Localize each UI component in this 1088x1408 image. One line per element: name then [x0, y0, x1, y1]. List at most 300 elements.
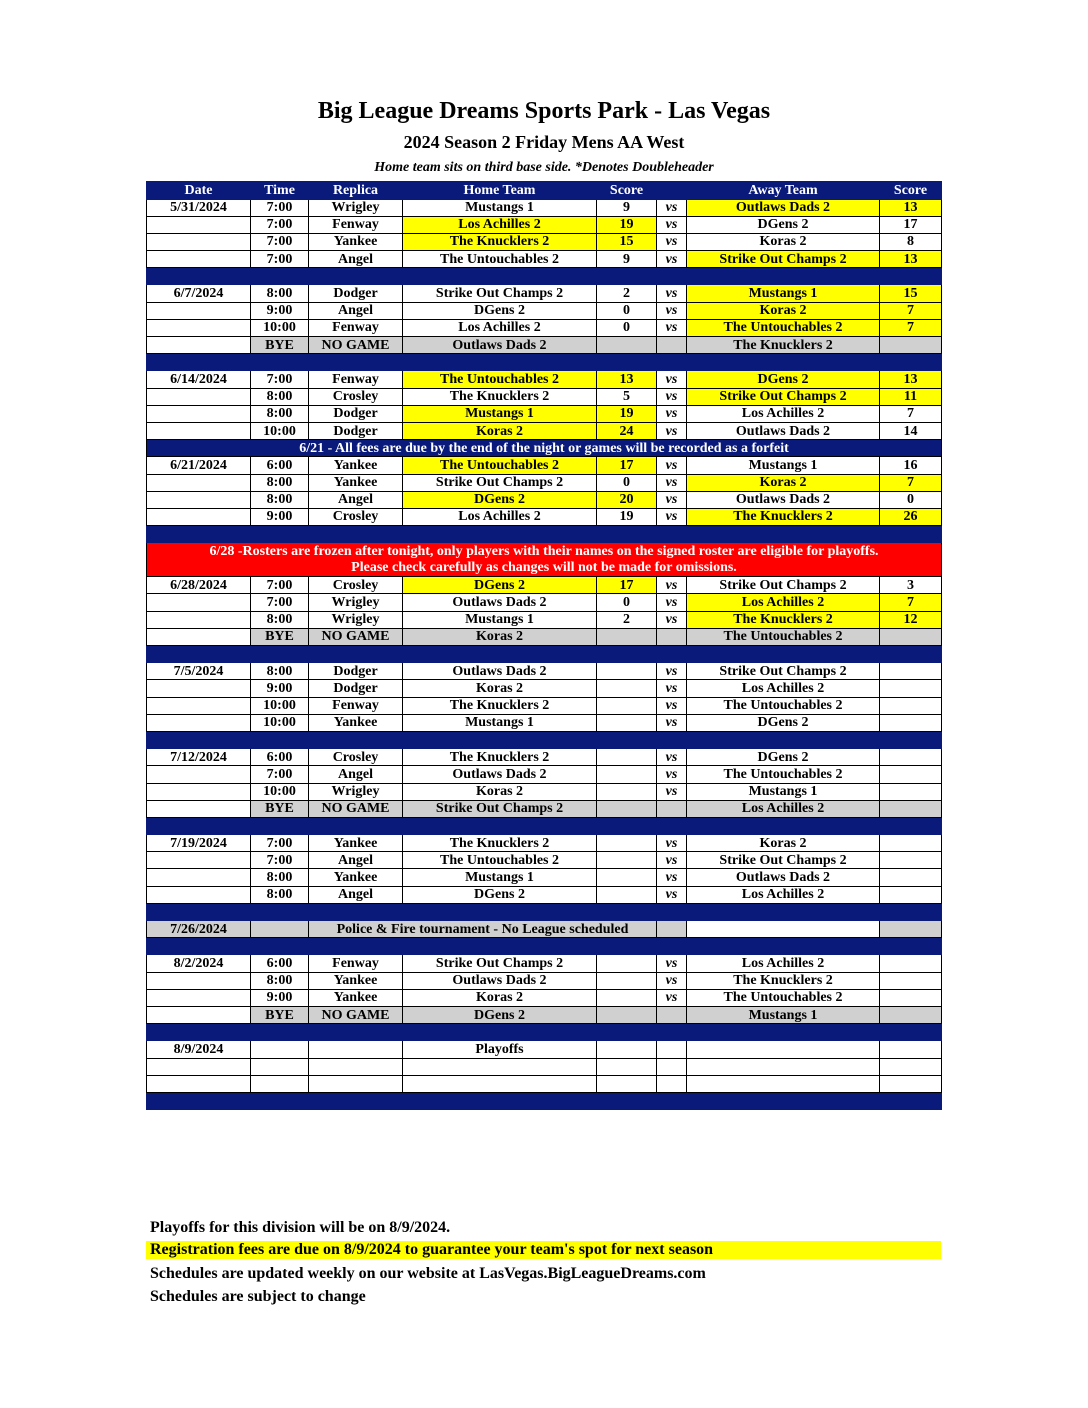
game-time: 8:00 — [251, 869, 309, 886]
away-team: The Knucklers 2 — [687, 508, 880, 525]
field-replica: Yankee — [309, 989, 403, 1006]
game-date — [147, 680, 251, 697]
away-team: Los Achilles 2 — [687, 955, 880, 972]
game-row — [147, 680, 942, 697]
home-score: 2 — [597, 611, 657, 628]
no-game-label: NO GAME — [309, 1006, 403, 1023]
separator-cell — [687, 526, 880, 543]
away-team: Los Achilles 2 — [687, 405, 880, 422]
game-time: 7:00 — [251, 216, 309, 233]
tournament-row — [147, 921, 942, 938]
game-date — [147, 388, 251, 405]
separator-cell — [880, 354, 942, 371]
home-team: The Untouchables 2 — [403, 371, 597, 388]
home-team: Strike Out Champs 2 — [403, 474, 597, 491]
away-team: DGens 2 — [687, 371, 880, 388]
game-date — [147, 337, 251, 354]
footer-playoffs-note: Playoffs for this division will be on 8/9/2024. — [150, 1219, 451, 1236]
fee-notice: 6/21 - All fees are due by the end of the night or games will be recorded as a forfeit — [147, 440, 942, 457]
away-score: 7 — [880, 405, 942, 422]
away-score — [880, 697, 942, 714]
separator-cell — [403, 938, 597, 955]
field-replica: Crosley — [309, 388, 403, 405]
game-row — [147, 199, 942, 216]
away-team: Strike Out Champs 2 — [687, 663, 880, 680]
away-team: The Knucklers 2 — [687, 611, 880, 628]
vs-label: vs — [657, 422, 687, 439]
field-replica: Yankee — [309, 972, 403, 989]
separator-cell — [309, 938, 403, 955]
separator-cell — [147, 354, 251, 371]
game-date: 5/31/2024 — [147, 199, 251, 216]
home-score: 17 — [597, 457, 657, 474]
game-date: 8/2/2024 — [147, 955, 251, 972]
home-team: Outlaws Dads 2 — [403, 663, 597, 680]
empty-cell — [687, 1041, 880, 1058]
separator-cell — [147, 1024, 251, 1041]
game-row — [147, 371, 942, 388]
schedule-table — [146, 181, 942, 1110]
field-replica: Crosley — [309, 508, 403, 525]
separator-cell — [403, 731, 597, 748]
game-time: 6:00 — [251, 457, 309, 474]
empty-cell — [880, 800, 942, 817]
empty-cell — [251, 921, 309, 938]
separator-cell — [251, 1024, 309, 1041]
separator-cell — [251, 526, 309, 543]
page-title: Big League Dreams Sports Park - Las Vegas — [317, 98, 771, 124]
home-team: Outlaws Dads 2 — [403, 766, 597, 783]
game-row — [147, 577, 942, 594]
week-separator — [147, 646, 942, 663]
bye-away-team: Mustangs 1 — [687, 1006, 880, 1023]
vs-label: vs — [657, 783, 687, 800]
field-replica: Yankee — [309, 474, 403, 491]
vs-label: vs — [657, 852, 687, 869]
field-replica: Dodger — [309, 422, 403, 439]
bye-row — [147, 337, 942, 354]
empty-cell — [880, 337, 942, 354]
bye-row — [147, 628, 942, 645]
footer-registration-note: Registration fees are due on 8/9/2024 to guarantee your team's spot for next season — [146, 1241, 941, 1259]
game-row — [147, 852, 942, 869]
roster-notice-row — [147, 543, 942, 577]
game-time: 10:00 — [251, 714, 309, 731]
game-time: 7:00 — [251, 594, 309, 611]
bye-label: BYE — [251, 800, 309, 817]
home-score: 19 — [597, 508, 657, 525]
home-team: Los Achilles 2 — [403, 319, 597, 336]
game-time: 10:00 — [251, 319, 309, 336]
empty-cell — [597, 1075, 657, 1092]
game-row — [147, 405, 942, 422]
separator-cell — [403, 1024, 597, 1041]
away-score: 14 — [880, 422, 942, 439]
game-row — [147, 216, 942, 233]
away-score — [880, 835, 942, 852]
home-score: 5 — [597, 388, 657, 405]
separator-cell — [147, 526, 251, 543]
separator-cell — [251, 354, 309, 371]
separator-cell — [251, 268, 309, 285]
vs-label: vs — [657, 371, 687, 388]
away-score: 12 — [880, 611, 942, 628]
separator-cell — [597, 1092, 657, 1109]
away-team: The Knucklers 2 — [687, 972, 880, 989]
game-row — [147, 491, 942, 508]
col-date: Date — [147, 182, 251, 200]
home-score — [597, 663, 657, 680]
empty-cell — [880, 921, 942, 938]
away-score — [880, 852, 942, 869]
game-row — [147, 869, 942, 886]
roster-notice — [147, 543, 942, 577]
game-time: 6:00 — [251, 749, 309, 766]
home-score — [597, 972, 657, 989]
home-score — [597, 835, 657, 852]
game-time: 9:00 — [251, 508, 309, 525]
game-row — [147, 594, 942, 611]
vs-label: vs — [657, 680, 687, 697]
separator-cell — [309, 268, 403, 285]
away-score: 8 — [880, 233, 942, 250]
field-replica: Yankee — [309, 869, 403, 886]
home-team: The Untouchables 2 — [403, 852, 597, 869]
game-time: 7:00 — [251, 766, 309, 783]
away-score: 11 — [880, 388, 942, 405]
game-row — [147, 697, 942, 714]
vs-label: vs — [657, 199, 687, 216]
home-score: 13 — [597, 371, 657, 388]
separator-cell — [597, 268, 657, 285]
field-replica: Fenway — [309, 371, 403, 388]
away-score — [880, 886, 942, 903]
field-replica: Yankee — [309, 835, 403, 852]
home-score: 9 — [597, 199, 657, 216]
away-team: Mustangs 1 — [687, 457, 880, 474]
bye-home-team: Outlaws Dads 2 — [403, 337, 597, 354]
separator-cell — [880, 1092, 942, 1109]
vs-label: vs — [657, 216, 687, 233]
game-date — [147, 783, 251, 800]
empty-cell — [880, 1075, 942, 1092]
separator-cell — [309, 526, 403, 543]
separator-cell — [687, 268, 880, 285]
column-header-row — [147, 182, 942, 200]
separator-cell — [597, 938, 657, 955]
roster-notice-line: 6/28 -Rosters are frozen after tonight, only players with their names on the signed roster are eligible for playoffs. — [209, 543, 879, 559]
field-replica: Yankee — [309, 714, 403, 731]
separator-cell — [687, 354, 880, 371]
away-score: 3 — [880, 577, 942, 594]
separator-cell — [880, 903, 942, 920]
home-score: 17 — [597, 577, 657, 594]
away-score: 13 — [880, 371, 942, 388]
col-away-score: Score — [880, 182, 942, 200]
col-time: Time — [251, 182, 309, 200]
away-team: The Untouchables 2 — [687, 319, 880, 336]
separator-cell — [880, 938, 942, 955]
home-team: The Knucklers 2 — [403, 749, 597, 766]
col-replica: Replica — [309, 182, 403, 200]
page-note: Home team sits on third base side. *Denotes Doubleheader — [374, 160, 714, 175]
game-date — [147, 1006, 251, 1023]
empty-cell — [880, 1041, 942, 1058]
separator-cell — [403, 646, 597, 663]
week-separator — [147, 731, 942, 748]
game-time: 6:00 — [251, 955, 309, 972]
game-row — [147, 835, 942, 852]
game-time: 10:00 — [251, 422, 309, 439]
separator-cell — [657, 1024, 687, 1041]
vs-label: vs — [657, 697, 687, 714]
field-replica: Angel — [309, 766, 403, 783]
separator-cell — [147, 731, 251, 748]
home-score: 9 — [597, 251, 657, 268]
empty-cell — [147, 1058, 251, 1075]
separator-cell — [309, 731, 403, 748]
home-team: Los Achilles 2 — [403, 216, 597, 233]
game-row — [147, 457, 942, 474]
vs-label: vs — [657, 835, 687, 852]
field-replica: Dodger — [309, 285, 403, 302]
fee-notice-row — [147, 440, 942, 457]
week-separator — [147, 354, 942, 371]
home-score: 2 — [597, 285, 657, 302]
field-replica: Fenway — [309, 955, 403, 972]
vs-label: vs — [657, 457, 687, 474]
game-time: 8:00 — [251, 491, 309, 508]
game-row — [147, 663, 942, 680]
game-date — [147, 302, 251, 319]
separator-cell — [657, 526, 687, 543]
separator-cell — [251, 903, 309, 920]
empty-cell — [597, 1058, 657, 1075]
game-time: 8:00 — [251, 972, 309, 989]
home-score — [597, 680, 657, 697]
separator-cell — [147, 903, 251, 920]
game-date — [147, 800, 251, 817]
game-row — [147, 251, 942, 268]
separator-cell — [597, 817, 657, 834]
game-time: 9:00 — [251, 302, 309, 319]
away-team: Strike Out Champs 2 — [687, 577, 880, 594]
home-team: The Untouchables 2 — [403, 251, 597, 268]
empty-cell — [597, 1041, 657, 1058]
away-team: Strike Out Champs 2 — [687, 852, 880, 869]
game-date — [147, 766, 251, 783]
away-score: 13 — [880, 251, 942, 268]
game-date — [147, 422, 251, 439]
empty-cell — [657, 628, 687, 645]
empty-cell — [657, 1075, 687, 1092]
empty-cell — [880, 1058, 942, 1075]
away-team: Outlaws Dads 2 — [687, 869, 880, 886]
game-row — [147, 886, 942, 903]
vs-label: vs — [657, 766, 687, 783]
bye-home-team: Koras 2 — [403, 628, 597, 645]
home-team: DGens 2 — [403, 302, 597, 319]
game-time: 9:00 — [251, 989, 309, 1006]
away-score: 7 — [880, 474, 942, 491]
col-vs — [657, 182, 687, 200]
separator-cell — [687, 817, 880, 834]
separator-cell — [309, 354, 403, 371]
empty-cell — [597, 1006, 657, 1023]
home-score: 0 — [597, 302, 657, 319]
separator-cell — [403, 526, 597, 543]
separator-cell — [251, 938, 309, 955]
home-score — [597, 749, 657, 766]
separator-cell — [880, 646, 942, 663]
no-game-label: NO GAME — [309, 337, 403, 354]
separator-cell — [657, 1092, 687, 1109]
game-date — [147, 251, 251, 268]
home-score — [597, 886, 657, 903]
game-row — [147, 233, 942, 250]
separator-cell — [309, 817, 403, 834]
separator-cell — [657, 903, 687, 920]
week-separator — [147, 1024, 942, 1041]
game-date — [147, 319, 251, 336]
week-separator — [147, 268, 942, 285]
away-score — [880, 714, 942, 731]
game-date: 7/19/2024 — [147, 835, 251, 852]
home-score: 0 — [597, 319, 657, 336]
separator-cell — [880, 526, 942, 543]
bye-label: BYE — [251, 337, 309, 354]
game-time: 7:00 — [251, 199, 309, 216]
empty-row — [147, 1058, 942, 1075]
empty-cell — [251, 1041, 309, 1058]
col-home-score: Score — [597, 182, 657, 200]
bye-away-team: The Knucklers 2 — [687, 337, 880, 354]
separator-cell — [251, 731, 309, 748]
empty-cell — [597, 628, 657, 645]
home-score — [597, 869, 657, 886]
empty-cell — [687, 1058, 880, 1075]
home-team: Outlaws Dads 2 — [403, 972, 597, 989]
home-team: Koras 2 — [403, 783, 597, 800]
empty-row — [147, 1075, 942, 1092]
field-replica: Fenway — [309, 319, 403, 336]
home-team: Outlaws Dads 2 — [403, 594, 597, 611]
home-team: The Knucklers 2 — [403, 697, 597, 714]
separator-cell — [597, 526, 657, 543]
away-score: 15 — [880, 285, 942, 302]
vs-label: vs — [657, 405, 687, 422]
game-date — [147, 594, 251, 611]
separator-cell — [687, 646, 880, 663]
game-date: 6/7/2024 — [147, 285, 251, 302]
away-team: The Untouchables 2 — [687, 766, 880, 783]
separator-cell — [597, 903, 657, 920]
vs-label: vs — [657, 714, 687, 731]
home-score: 24 — [597, 422, 657, 439]
away-team: DGens 2 — [687, 714, 880, 731]
separator-cell — [403, 268, 597, 285]
home-team: The Knucklers 2 — [403, 233, 597, 250]
home-team: The Untouchables 2 — [403, 457, 597, 474]
home-score: 0 — [597, 594, 657, 611]
game-row — [147, 388, 942, 405]
away-team: Outlaws Dads 2 — [687, 491, 880, 508]
game-date — [147, 852, 251, 869]
vs-label: vs — [657, 319, 687, 336]
empty-cell — [687, 1075, 880, 1092]
week-separator — [147, 1092, 942, 1109]
col-home-team: Home Team — [403, 182, 597, 200]
separator-cell — [251, 646, 309, 663]
vs-label: vs — [657, 955, 687, 972]
roster-notice-line: Please check carefully as changes will not be made for omissions. — [351, 559, 737, 575]
game-date — [147, 216, 251, 233]
game-row — [147, 508, 942, 525]
separator-cell — [687, 1092, 880, 1109]
game-date — [147, 697, 251, 714]
game-time: 7:00 — [251, 577, 309, 594]
empty-cell — [403, 1075, 597, 1092]
separator-cell — [147, 1092, 251, 1109]
game-time: 10:00 — [251, 783, 309, 800]
footer-website-note: Schedules are updated weekly on our website at LasVegas.BigLeagueDreams.com — [150, 1265, 706, 1282]
vs-label: vs — [657, 663, 687, 680]
away-score — [880, 749, 942, 766]
game-date: 7/5/2024 — [147, 663, 251, 680]
game-date — [147, 405, 251, 422]
field-replica: Angel — [309, 852, 403, 869]
game-time: 7:00 — [251, 852, 309, 869]
home-team: The Knucklers 2 — [403, 835, 597, 852]
game-time: 10:00 — [251, 697, 309, 714]
home-team: Los Achilles 2 — [403, 508, 597, 525]
home-score — [597, 989, 657, 1006]
home-score: 0 — [597, 474, 657, 491]
separator-cell — [147, 817, 251, 834]
away-team: Mustangs 1 — [687, 285, 880, 302]
footer-change-note: Schedules are subject to change — [150, 1288, 366, 1305]
field-replica: Angel — [309, 491, 403, 508]
empty-cell — [403, 1058, 597, 1075]
playoff-row — [147, 1041, 942, 1058]
empty-cell — [657, 921, 687, 938]
game-row — [147, 285, 942, 302]
home-score — [597, 714, 657, 731]
game-time: 8:00 — [251, 474, 309, 491]
home-score: 15 — [597, 233, 657, 250]
field-replica: Wrigley — [309, 783, 403, 800]
away-score: 0 — [880, 491, 942, 508]
game-date: 7/26/2024 — [147, 921, 251, 938]
away-score — [880, 972, 942, 989]
empty-cell — [687, 921, 880, 938]
game-time: 8:00 — [251, 611, 309, 628]
vs-label: vs — [657, 594, 687, 611]
field-replica: Fenway — [309, 697, 403, 714]
vs-label: vs — [657, 886, 687, 903]
home-team: Mustangs 1 — [403, 869, 597, 886]
home-score — [597, 697, 657, 714]
away-team: Outlaws Dads 2 — [687, 422, 880, 439]
empty-cell — [880, 1006, 942, 1023]
game-date — [147, 611, 251, 628]
playoff-label: Playoffs — [403, 1041, 597, 1058]
game-time: 7:00 — [251, 835, 309, 852]
home-team: Koras 2 — [403, 989, 597, 1006]
field-replica: Wrigley — [309, 594, 403, 611]
away-score: 17 — [880, 216, 942, 233]
home-team: Mustangs 1 — [403, 405, 597, 422]
